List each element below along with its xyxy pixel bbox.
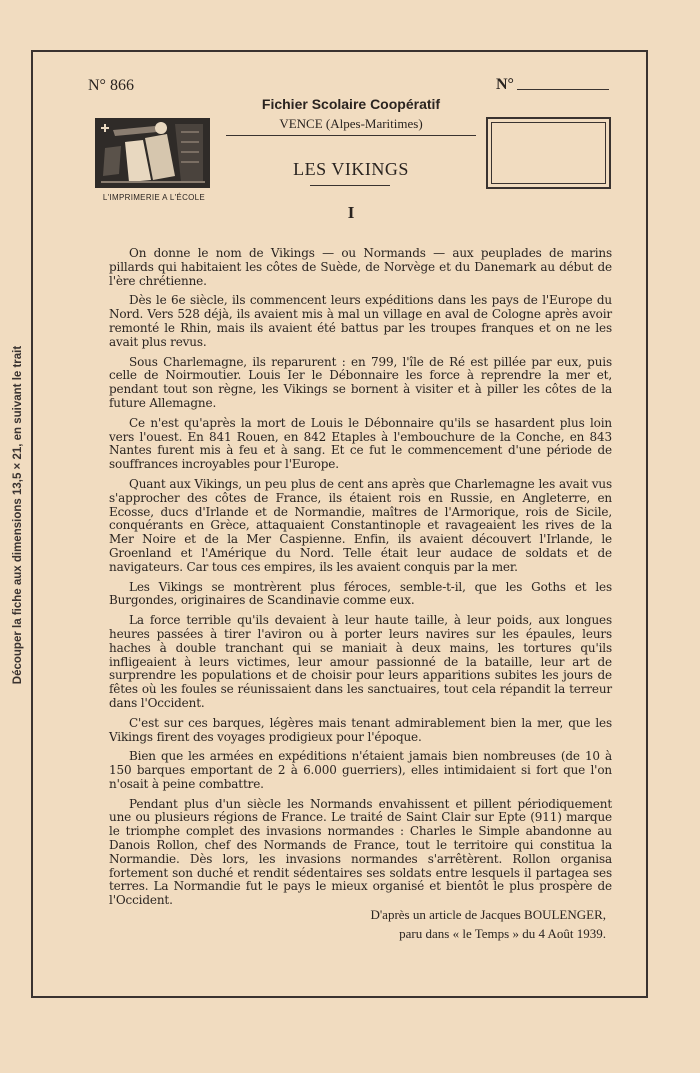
article-title: LES VIKINGS <box>293 159 409 179</box>
printing-press-illustration-icon <box>95 118 210 188</box>
paragraph: C'est sur ces barques, légères mais tenant admirablement bien la mer, que les Vikings firent des voyages prodigieux pour l'époque. <box>109 715 612 744</box>
paragraph: On donne le nom de Vikings — ou Normands — aux peuplades de marins pillards qui habitaient les côtes de Suède, de Norvège et du Danemark au début de l'ère chrétienne. <box>109 246 612 288</box>
article-body <box>109 247 612 914</box>
section-number: I <box>347 203 355 222</box>
paragraph: La force terrible qu'ils devaient à leur haute taille, à leur poids, aux longues heures passées à tirer l'aviron ou à porter leurs navires sur les épaules, leurs haches à double tranchant qui se maniait à deux mains, les tortures qu'ils infligeaient à leurs victimes, leur amour passionné de la bataille, leur art de surprendre les populations et de choisir pour leurs apparitions subites les jours de fêtes où les foules se réunissaient dans les sanctuaires, tout cela répandit la terreur dans l'Occident. <box>109 613 612 710</box>
paragraph: Dès le 6e siècle, ils commencent leurs expéditions dans les pays de l'Europe du Nord. Vers 528 déjà, ils avaient mis à mal un village en aval de Cologne après avoir remonté le Rhin, mais ils avaient été battus par les troupes franques et on ne les avait plus revus. <box>109 293 612 349</box>
logo-caption: L'IMPRIMERIE A L'ÉCOLE <box>102 193 206 202</box>
title-underline <box>310 185 390 186</box>
paragraph: Bien que les armées en expéditions n'étaient jamais bien nombreuses (de 10 à 150 barques emportant de 2 à 6.000 guerriers), elles intimidaient si fort que l'on n'osait à peine combattre. <box>109 749 612 791</box>
source-attribution-line1: D'après un article de Jacques BOULENGER, <box>370 907 606 922</box>
paragraph: Les Vikings se montrèrent plus féroces, semble-t-il, que les Goths et les Burgondes, originaires de Scandinavie comme eux. <box>109 579 612 608</box>
publisher-location: VENCE (Alpes-Maritimes) <box>279 116 423 131</box>
publisher-title: Fichier Scolaire Coopératif <box>261 96 441 112</box>
paragraph: Ce n'est qu'après la mort de Louis le Débonnaire qu'ils se hasardent plus loin vers l'ouest. En 841 Rouen, en 842 Etaples à l'embouchure de la Conche, en 843 Nantes furent mis à feu et à sang. Et ce fut le commencement d'une période de souffrances incroyables pour l'Europe. <box>109 415 612 472</box>
cutting-instruction <box>7 320 29 710</box>
number-field-line <box>517 89 609 90</box>
source-attribution-line2: paru dans « le Temps » du 4 Août 1939. <box>399 926 606 941</box>
number-field-label: N° <box>496 76 514 93</box>
header-divider <box>226 135 476 136</box>
paragraph: Quant aux Vikings, un peu plus de cent ans après que Charlemagne les avait vus s'approcher des côtes de France, ils étaient rois en Russie, en Angleterre, en Ecosse, ducs d'Irlande et de Normandie, maîtres de l'Armorique, rois de Sicile, conquérants en Grèce, attaquaient Constantinople et ravageaient les rives de la Mer Noire et de la Mer Caspienne. Enfin, ils avaient découvert l'Irlande, le Groenland et l'Amérique du Nord. Telle était leur audace de soldats et de navigateurs. Car tous ces empires, ils les avaient conquis par la mer. <box>109 476 612 574</box>
classification-box <box>486 117 611 189</box>
card-number: N° 866 <box>88 77 134 94</box>
cutting-instruction-text: Découper la fiche aux dimensions 13,5 × 21, en suivant le trait <box>12 345 24 685</box>
paragraph: Sous Charlemagne, ils reparurent : en 799, l'île de Ré est pillée par eux, puis celle de Noirmoutier. Louis Ier le Débonnaire les force à reprendre la mer et, pendant tout son règne, les Vikings se bornent à visiter et à piller les côtes de la future Allemagne. <box>109 354 612 410</box>
paragraph: Pendant plus d'un siècle les Normands envahissent et pillent périodiquement une ou plusieurs régions de France. Le traité de Saint Clair sur Epte (911) marque le triomphe complet des invasions normandes : Charles le Simple abandonne au Danois Rollon, chef des Normands de France, tout le territoire qui constitua la Normandie. Dès lors, les invasions normandes s'arrêtèrent. Rollon organisa fortement son duché et rendit sédentaires ses soldats entre lesquels il partagea ses terres. La Normandie fut le pays le mieux organisé et bientôt le plus prospère de l'Occident. <box>109 796 612 908</box>
